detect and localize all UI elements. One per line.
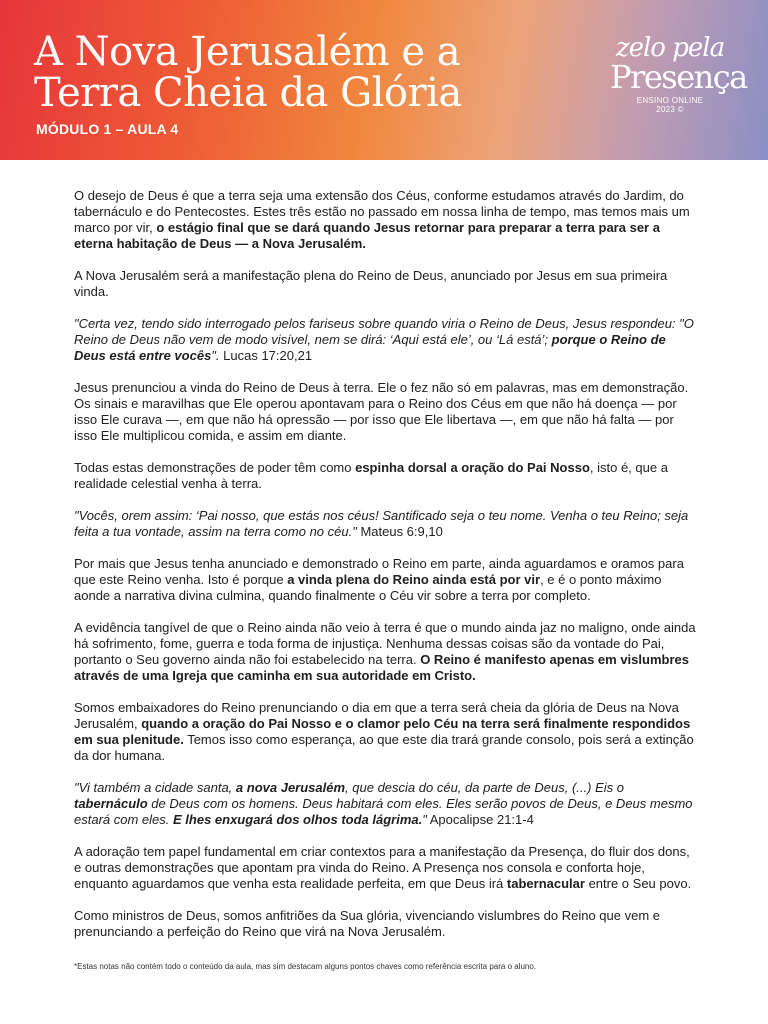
paragraph	[74, 460, 698, 492]
paragraph	[74, 556, 698, 604]
text-segment: , e é o ponto máximo aonde a narrativa divina culmina, quando finalmente o Céu vir sobre a terra por completo.	[74, 572, 662, 603]
brand-line-1: zelo pela	[615, 33, 725, 63]
bold-text: o estágio final que se dará quando Jesus retornar para preparar a terra para ser a eterna habitação de Deus — a Nova Jerusalém.	[74, 220, 660, 251]
text-segment: Por mais que Jesus tenha anunciado e demonstrado o Reino em parte, ainda aguardamos e oramos para que este Reino venha. Isto é porque	[74, 556, 684, 587]
text-segment: O desejo de Deus é que a terra seja uma extensão dos Céus, conforme estudamos através do Jardim, do tabernáculo e do Pentecostes. Estes três estão no passado em nossa linha de tempo, mas temos mais um marco por vir,	[74, 188, 690, 235]
italic-text: ".	[211, 348, 220, 363]
bold-text: a vinda plena do Reino ainda está por vir	[287, 572, 541, 587]
text-segment: Como ministros de Deus, somos anfitriões da Sua glória, vivenciando vislumbres do Reino que vem e prenunciando a perfeição do Reino que virá na Nova Jerusalém.	[74, 908, 661, 939]
paragraph	[74, 780, 698, 828]
bold-text: espinha dorsal a oração do Pai Nosso	[355, 460, 590, 475]
paragraph	[74, 268, 698, 300]
bold-text: porque o Reino de Deus está entre vocês	[74, 332, 666, 363]
bold-text: quando a oração do Pai Nosso e o clamor pelo Céu na terra será finalmente respondidos em sua plenitude.	[74, 716, 691, 747]
text-segment: entre o Seu povo.	[584, 876, 692, 891]
paragraph	[74, 844, 698, 892]
text-segment: Lucas 17:20,21	[219, 348, 313, 363]
footnote: *Estas notas não contém todo o conteúdo da aula, mas sim destacam alguns pontos chaves como referência escrita para o aluno.	[74, 962, 537, 971]
paragraph	[74, 620, 698, 684]
brand-logo	[610, 33, 747, 114]
bold-text: a nova Jerusalém	[235, 780, 346, 795]
bold-text: E lhes enxugará dos olhos toda lágrima.	[173, 812, 423, 827]
italic-text: de Deus com os homens. Deus habitará com eles. Eles serão povos de Deus, e Deus mesmo estará com eles.	[74, 796, 693, 827]
text-segment: Apocalipse 21:1-4	[426, 812, 534, 827]
brand-line-2: Presença	[610, 58, 747, 96]
paragraph	[74, 188, 698, 252]
paragraph	[74, 316, 698, 364]
brand-year: 2023 ©	[656, 105, 684, 114]
italic-text: "Vi também a cidade santa,	[74, 780, 236, 795]
text-segment: Jesus prenunciou a vinda do Reino de Deus à terra. Ele o fez não só em palavras, mas em demonstração. Os sinais e maravilhas que Ele operou apontavam para o Reino dos Céus em que não há doença — por isso Ele curava —, em que não há opressão — por isso que Ele libertava —, em que não há falta — por isso Ele multiplicou comida, e assim em diante.	[74, 380, 689, 443]
bold-text: tabernacular	[506, 876, 585, 891]
bold-text: tabernáculo	[74, 796, 148, 811]
bold-text: O Reino é manifesto apenas em vislumbres através de uma Igreja que caminha em sua autoridade em Cristo.	[74, 652, 689, 683]
text-segment: A Nova Jerusalém será a manifestação plena do Reino de Deus, anunciado por Jesus em sua primeira vinda.	[74, 268, 668, 299]
text-segment: , isto é, que a realidade celestial venha à terra.	[74, 460, 668, 491]
italic-text: "	[422, 812, 427, 827]
module-label: MÓDULO 1 – AULA 4	[36, 121, 179, 137]
paragraph	[74, 508, 698, 540]
paragraph	[74, 908, 698, 940]
text-segment: Somos embaixadores do Reino prenunciando o dia em que a terra será cheia da glória de Deus na Nova Jerusalém,	[74, 700, 679, 731]
brand-subtitle: ENSINO ONLINE	[636, 96, 704, 105]
text-segment: A evidência tangível de que o Reino ainda não veio à terra é que o mundo ainda jaz no maligno, onde ainda há sofrimento, fome, guerra e toda forma de injustiça. Nenhuma dessas coisas são da vontade do Pai, portanto o Seu governo ainda não foi estabelecido na terra.	[74, 620, 696, 667]
text-segment: Temos isso como esperança, ao que este dia trará grande consolo, pois será a extinção da dor humana.	[74, 732, 694, 763]
page-title: A Nova Jerusalém e a Terra Cheia da Glória	[34, 29, 462, 116]
paragraph	[74, 700, 698, 764]
text-segment: Todas estas demonstrações de poder têm como	[74, 460, 356, 475]
article-body	[74, 188, 698, 956]
header-banner	[0, 0, 768, 160]
text-segment: A adoração tem papel fundamental em criar contextos para a manifestação da Presença, do fluir dos dons, e outras demonstrações que apontam pra vinda do Reino. A Presença nos consola e conforta hoje, enquanto aguardamos que venha esta realidade perfeita, em que Deus irá	[74, 844, 690, 891]
text-segment: Mateus 6:9,10	[356, 524, 443, 539]
paragraph	[74, 380, 698, 444]
italic-text: "Vocês, orem assim: ‘Pai nosso, que estás nos céus! Santificado seja o teu nome. Venha o teu Reino; seja feita a tua vontade, assim na terra como no céu."	[74, 508, 689, 539]
italic-text: , que descia do céu, da parte de Deus, (...) Eis o	[345, 780, 624, 795]
italic-text: "Certa vez, tendo sido interrogado pelos fariseus sobre quando viria o Reino de Deus, Jesus respondeu: "O Reino de Deus não vem de modo visível, nem se dirá: ‘Aqui está ele’, ou ‘Lá está’;	[74, 316, 694, 347]
